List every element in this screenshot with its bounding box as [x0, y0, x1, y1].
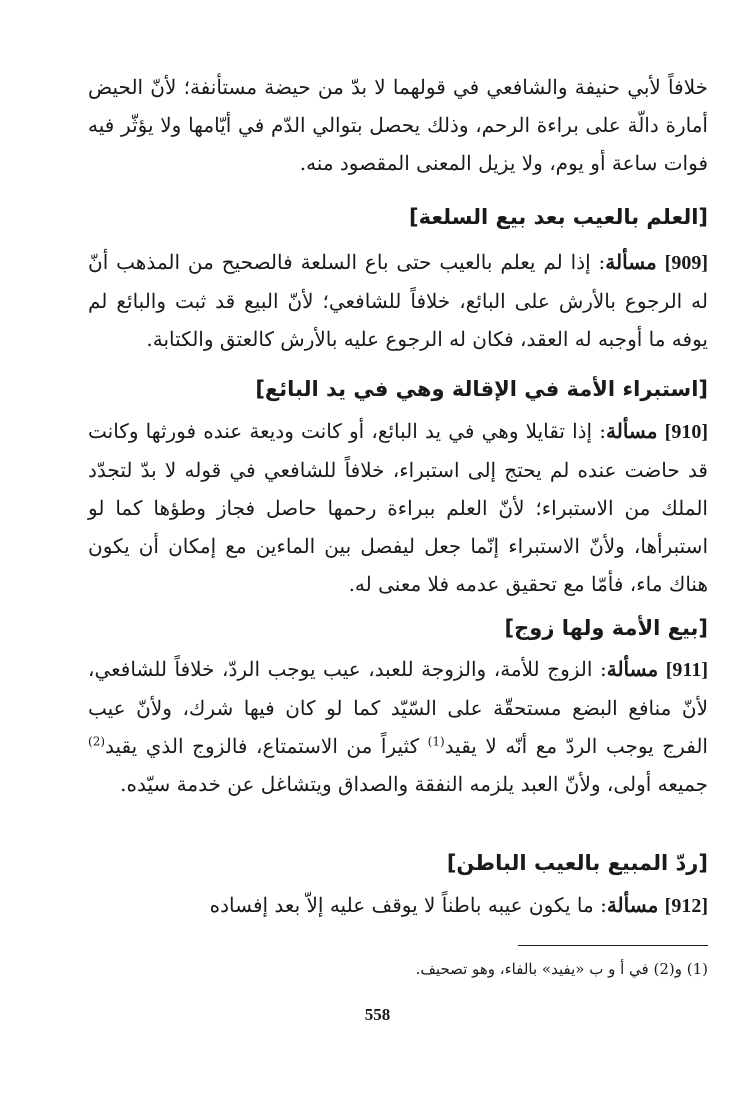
section-body-912: [88, 886, 708, 925]
page-number: 558: [364, 1005, 391, 1024]
issue-text-part-1: : الزوج للأمة، والزوجة للعبد، عيب يوجب الردّ، خلافاً للشافعي، لأنّ منافع البضع مستحقّة على السّيّد كما لو كان فيها شرك، ولأنّ عيب الفرج يوجب الردّ مع أنّه لا يقيد: [88, 657, 708, 758]
issue-number: [911]: [665, 659, 708, 681]
footnote-ref-1: (1): [427, 734, 445, 749]
footnote: (1) و(2) في أ و ب «يفيد» بالفاء، وهو تصحيف.: [415, 960, 708, 978]
issue-number: [910]: [664, 421, 708, 443]
section-body-910: [88, 412, 708, 603]
footnote-divider: [518, 945, 708, 946]
issue-paragraph: [88, 243, 708, 358]
issue-text-part-3: جميعه أولى، ولأنّ العبد يلزمه النفقة والصداق ويتشاغل عن خدمة سيّده.: [120, 772, 708, 796]
issue-number: [909]: [664, 252, 708, 274]
intro-paragraph: [88, 68, 708, 182]
issue-paragraph: [88, 650, 708, 803]
issue-label: مسألة: [605, 250, 657, 274]
issue-text: : ما يكون عيبه باطناً لا يوقف عليه إلاّ بعد إفساده: [209, 893, 607, 917]
issue-paragraph: [88, 886, 708, 925]
intro-text: خلافاً لأبي حنيفة والشافعي في قولهما لا بدّ من حيضة مستأنفة؛ لأنّ الحيض أمارة دالّة على براءة الرحم، وذلك يحصل بتوالي الدّم في أيّامها ولا يؤثّر فيه فوات ساعة أو يوم، ولا يزيل المعنى المقصود منه.: [88, 75, 708, 175]
section-heading-911: [بيع الأمة ولها زوج]: [504, 616, 708, 640]
section-body-909: [88, 243, 708, 358]
section-heading-910: [استبراء الأمة في الإقالة وهي في يد البائع]: [255, 377, 708, 401]
issue-number: [912]: [664, 895, 708, 917]
issue-label: مسألة: [606, 419, 658, 443]
issue-text-part-2: كثيراً من الاستمتاع، فالزوج الذي يقيد: [105, 734, 428, 758]
issue-label: مسألة: [606, 893, 659, 917]
section-body-911: [88, 650, 708, 803]
issue-paragraph: [88, 412, 708, 603]
issue-label: مسألة: [606, 657, 659, 681]
footnote-ref-2: (2): [88, 734, 106, 749]
issue-text: : إذا تقايلا وهي في يد البائع، أو كانت وديعة عنده فورثها وكانت قد حاضت عنده لم يحتج إلى استبراء، خلافاً للشافعي في قوله لا بدّ لتجدّد الملك من الاستبراء؛ لأنّ العلم ببراءة رحمها حاصل فجاز وطؤها كما لو استبرأها، ولأنّ الاستبراء إنّما جعل ليفصل بين الماءين مع إمكان أن يكون هناك ماء، فأمّا مع تحقيق عدمه فلا معنى له.: [88, 419, 708, 596]
section-heading-909: [العلم بالعيب بعد بيع السلعة]: [408, 205, 708, 229]
section-heading-912: [ردّ المبيع بالعيب الباطن]: [446, 851, 708, 875]
issue-text: : إذا لم يعلم بالعيب حتى باع السلعة فالصحيح من المذهب أنّ له الرجوع بالأرش على البائع، خلافاً للشافعي؛ لأنّ البيع قد ثبت والبائع لم يوفه ما أوجبه له العقد، فكان له الرجوع عليه بالأرش كالعتق والكتابة.: [88, 250, 708, 351]
